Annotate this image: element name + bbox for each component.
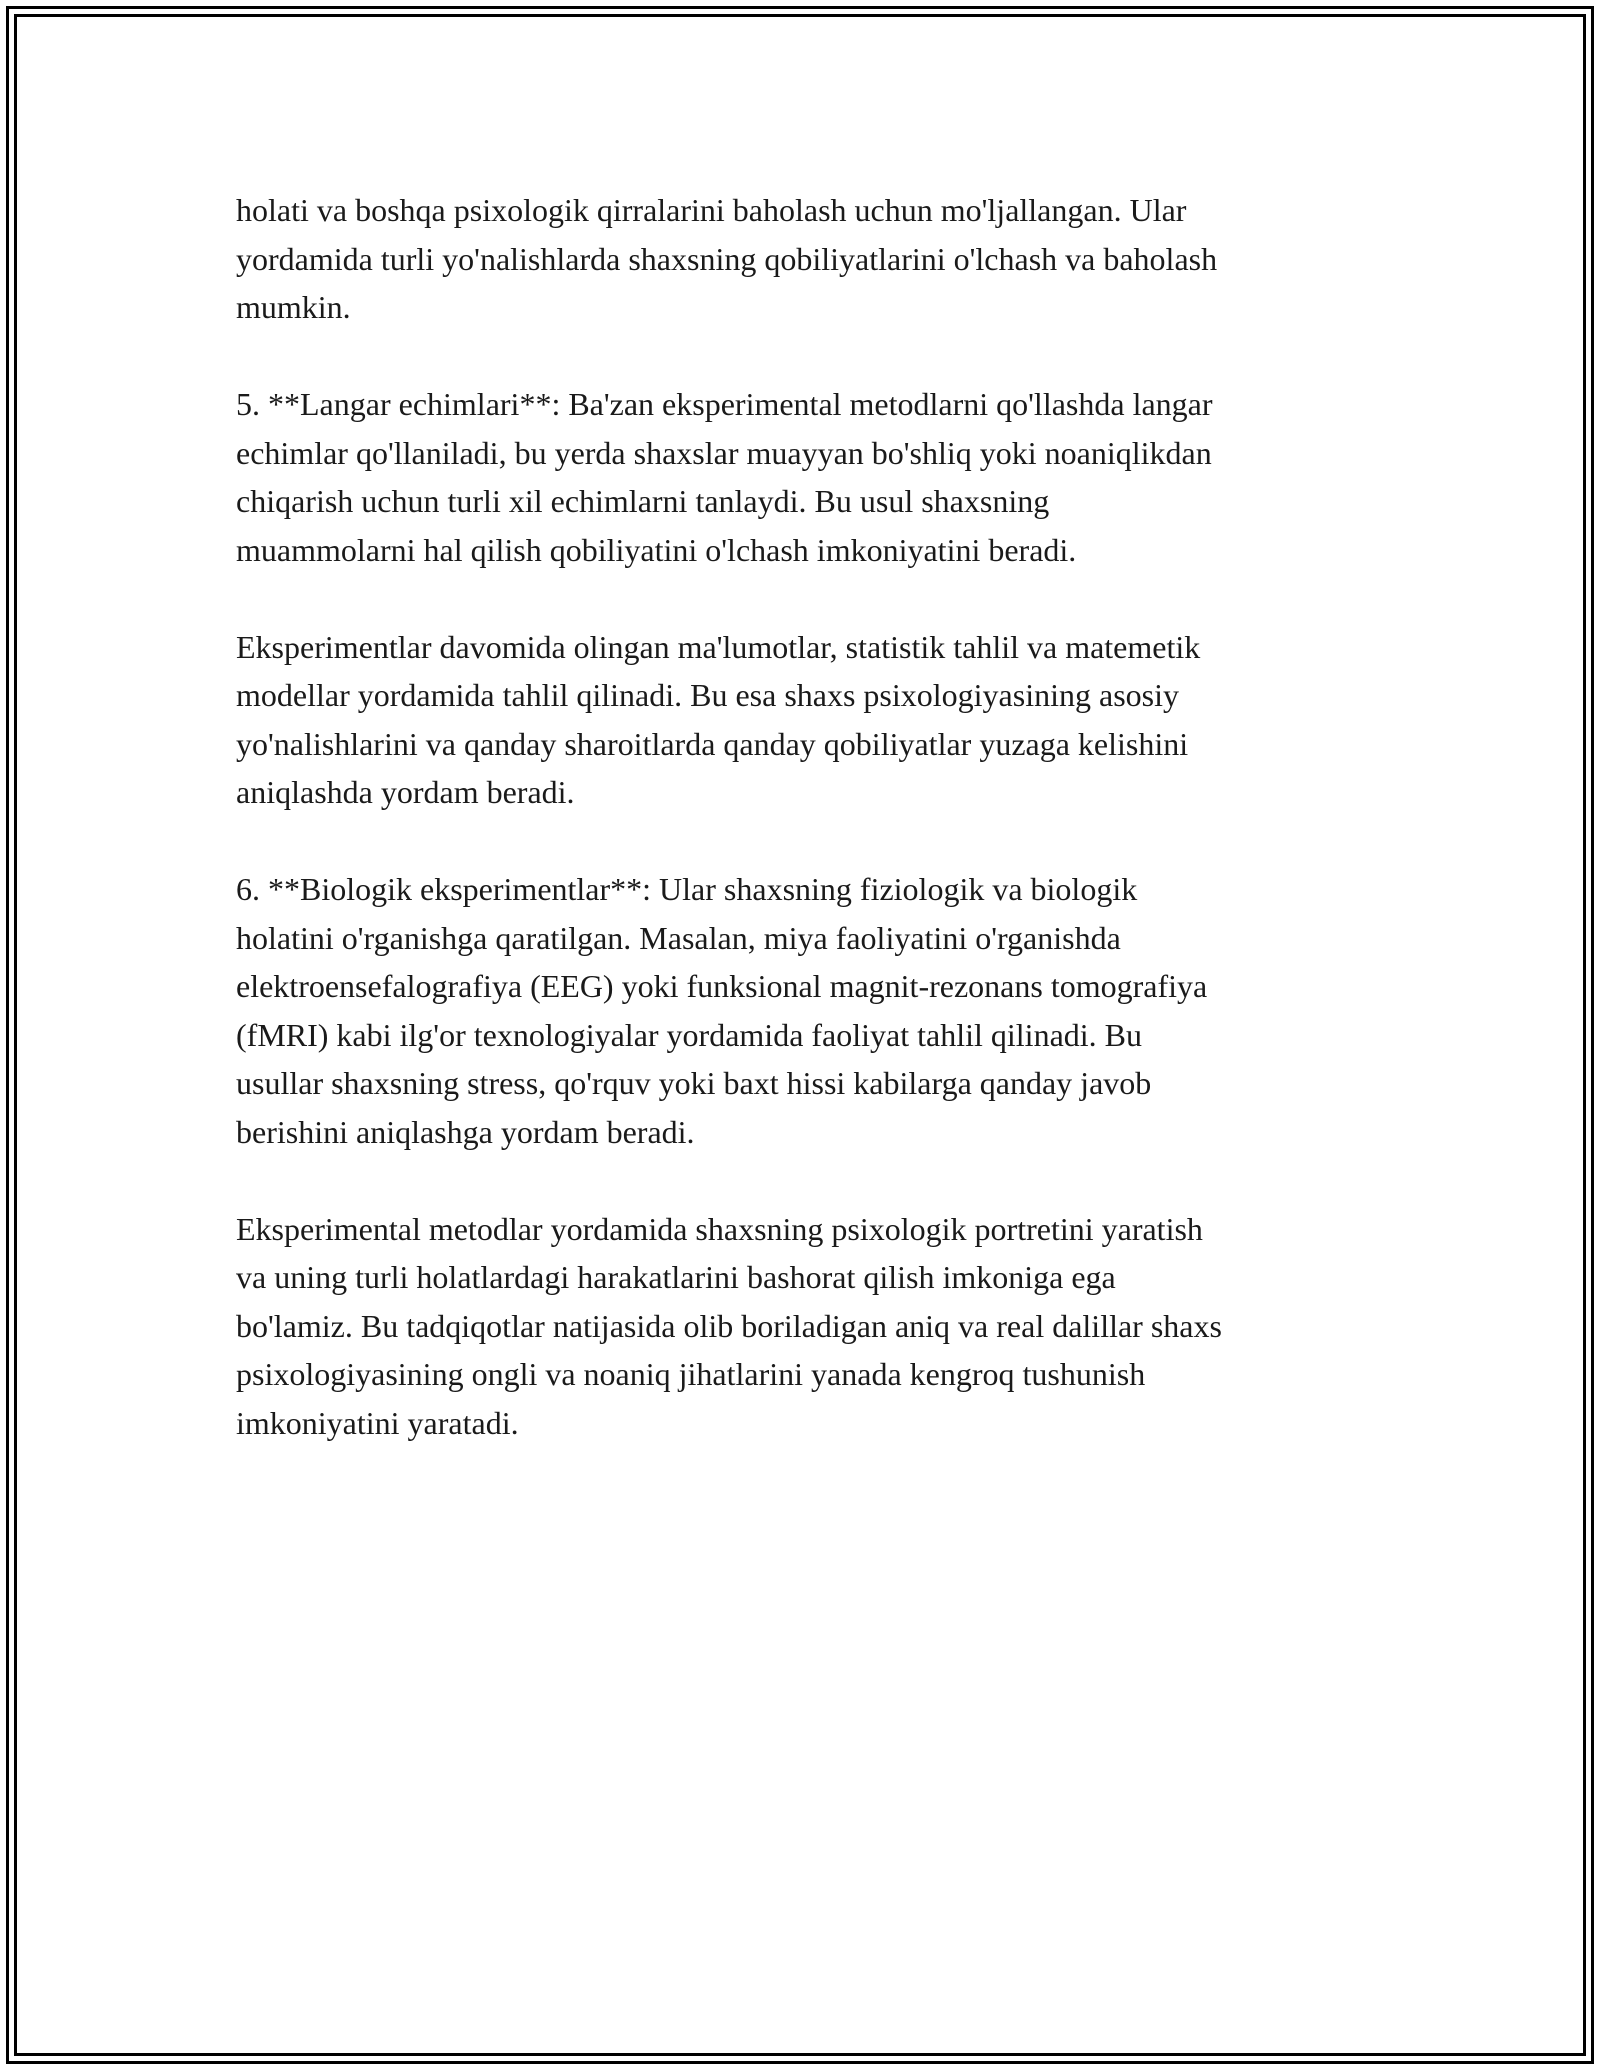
text-line: modellar yordamida tahlil qilinadi. Bu esa shaxs psixologiyasining asosiy — [236, 677, 1179, 713]
text-line: muammolarni hal qilish qobiliyatini o'lchash imkoniyatini beradi. — [236, 531, 1077, 568]
text-line: usullar shaxsning stress, qo'rquv yoki baxt hissi kabilarga qanday javob — [236, 1065, 1152, 1101]
paragraph-conclusion — [236, 1205, 1376, 1448]
text-line: elektroensefalografiya (EEG) yoki funksional magnit-rezonans tomografiya — [236, 968, 1208, 1004]
text-line: 6. **Biologik eksperimentlar**: Ular shaxsning fiziologik va biologik — [236, 871, 1138, 907]
text-line: va uning turli holatlardagi harakatlarini bashorat qilish imkoniga ega — [236, 1259, 1116, 1295]
paragraph-biologik-eksperimentlar — [236, 865, 1376, 1156]
text-line: imkoniyatini yaratadi. — [236, 1404, 519, 1441]
paragraph-continuation — [236, 186, 1376, 332]
paragraph-data-analysis — [236, 623, 1376, 817]
text-line: yordamida turli yo'nalishlarda shaxsning qobiliyatlarini o'lchash va baholash — [236, 240, 1218, 277]
text-line: holatini o'rganishga qaratilgan. Masalan, miya faoliyatini o'rganishda — [236, 919, 1121, 956]
text-line: holati va boshqa psixologik qirralarini baholash uchun mo'ljallangan. Ular — [236, 192, 1187, 228]
text-line: Eksperimental metodlar yordamida shaxsning psixologik portretini yaratish — [236, 1210, 1203, 1247]
text-line: (fMRI) kabi ilg'or texnologiyalar yordamida faoliyat tahlil qilinadi. Bu — [236, 1016, 1142, 1053]
text-line: chiqarish uchun turli xil echimlarni tanlaydi. Bu usul shaxsning — [236, 483, 1050, 519]
text-line: berishini aniqlashga yordam beradi. — [236, 1113, 695, 1150]
text-line: echimlar qo'llaniladi, bu yerda shaxslar muayyan bo'shliq yoki noaniqlikdan — [236, 434, 1212, 471]
text-line: 5. **Langar echimlari**: Ba'zan eksperimental metodlarni qo'llashda langar — [236, 386, 1213, 422]
paragraph-langar-echimlari — [236, 380, 1376, 574]
text-line: bo'lamiz. Bu tadqiqotlar natijasida olib boriladigan aniq va real dalillar shaxs — [236, 1307, 1222, 1344]
text-line: aniqlashda yordam beradi. — [236, 774, 575, 810]
text-line: psixologiyasining ongli va noaniq jihatlarini yanada kengroq tushunish — [236, 1356, 1146, 1392]
text-line: mumkin. — [236, 289, 351, 325]
text-line: yo'nalishlarini va qanday sharoitlarda qanday qobiliyatlar yuzaga kelishini — [236, 725, 1189, 762]
document-body — [236, 186, 1376, 1496]
text-line: Eksperimentlar davomida olingan ma'lumotlar, statistik tahlil va matemetik — [236, 628, 1201, 665]
